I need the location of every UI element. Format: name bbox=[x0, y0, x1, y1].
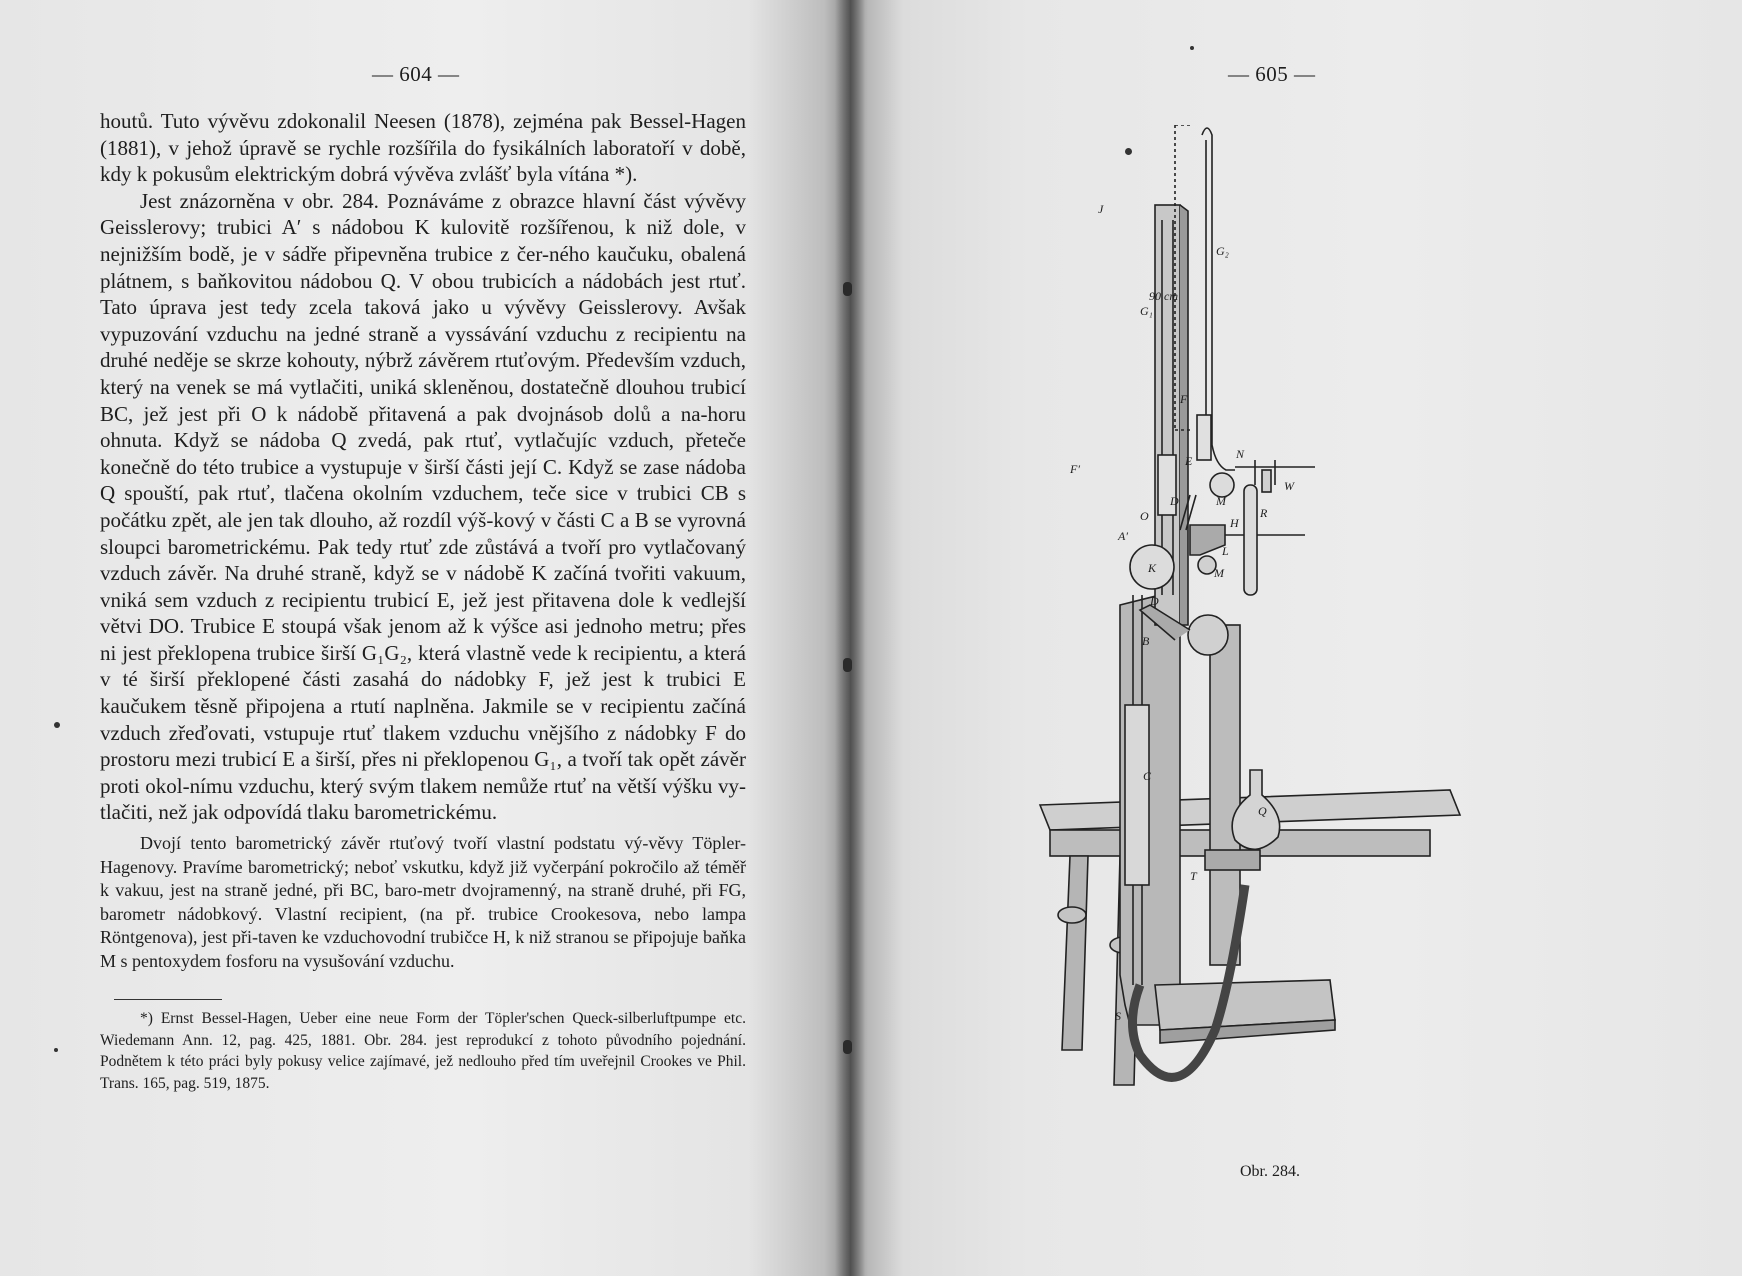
text-column bbox=[100, 108, 746, 1094]
figure-label: M bbox=[1216, 494, 1226, 508]
ink-speck bbox=[54, 1048, 58, 1052]
figure-label: W bbox=[1284, 479, 1294, 493]
left-page bbox=[0, 0, 850, 1276]
figure-label: N bbox=[1236, 447, 1245, 461]
figure-label: M bbox=[1214, 566, 1224, 580]
figure-caption: Obr. 284. bbox=[1240, 1163, 1300, 1180]
figure-label: H bbox=[1230, 516, 1239, 530]
figure-label: F′ bbox=[1070, 462, 1080, 476]
ink-speck bbox=[54, 722, 60, 728]
page-number: — 604 — bbox=[372, 62, 460, 86]
binding-stitch bbox=[843, 282, 852, 296]
figure-label: R bbox=[1260, 506, 1268, 520]
figure-label: D bbox=[1170, 494, 1179, 508]
pump-engraving bbox=[1030, 125, 1530, 1190]
paragraph-small: Dvojí tento barometrický závěr rtuťový tvoří vlastní podstatu vý-věvy Töpler-Hagenovy. Pravíme barometrický; neboť vskutku, když již vyčerpání pokročilo až téměř k vakuu, jest na straně jedné, při BC, baro-metr dvojramenný, na straně druhé, při FG, barometr nádobkový. Vlastní recipient, (na př. trubice Crookesova, nebo lampa Röntgenova), jest při-taven ke vzduchovodní trubičce H, k niž stranou se připojuje baňka M s pentoxydem fosforu na vysušování vzduchu. bbox=[100, 833, 746, 971]
figure-label: O bbox=[1140, 509, 1149, 523]
page-number: — 605 — bbox=[1228, 62, 1316, 86]
figure-label: D bbox=[1150, 594, 1159, 608]
figure-label: L bbox=[1222, 544, 1229, 558]
footnote-rule bbox=[114, 999, 222, 1000]
figure-label: A′ bbox=[1118, 529, 1128, 543]
figure-label: C bbox=[1143, 769, 1152, 783]
figure-label: F bbox=[1180, 392, 1188, 406]
paragraph: Jest znázorněna v obr. 284. Poznáváme z obrazce hlavní část vývěvy Geisslerovy; trubici A′ s nádobou K kulovitě rozšířenou, k niž dole, v nejnižším bodě, je v sádře připevněna trubice z čer-ného kaučuku, obalená plátnem, s baňkovitou nádobou Q. V obou trubicích a nádobách jest rtuť. Tato úprava jest tedy zcela taková jako u vývěvy Geisslerovy. Avšak vypuzování vzduchu na jedné straně a vyssávání vzduchu z recipientu na druhé neděje se skrze kohouty, nýbrž závěrem rtuťovým. Především vzduch, který na venek se má vytlačiti, uniká skleněnou, dostatečně dlouhou trubicí BC, jež jest při O k nádobě přitavená a pak dvojnásob dolů a na-horu ohnuta. Když se nádoba Q zvedá, pak rtuť, vytlačujíc vzduch, přeteče konečně do této trubice a vystupuje v širší části její C. Když se zase nádoba Q spouští, pak rtuť, tlačena okolním vzduchem, teče sice v trubici CB s počátku zpět, ale jen tak dlouho, až rozdíl výš-kový v části C a B se vyrovná sloupci barometrickému. Pak tedy rtuť zde zůstává a tvoří pro vytlačovaný vzduch závěr. Na druhé straně, když se v nádobě K začíná tvořiti vakuum, vniká sem vzduch z recipientu trubicí E, jež jest přitavena dole k vedlejší větvi DO. Trubice E stoupá však jenom až k výšce asi jednoho metru; přes ni jest překlopena trubice širší G₁G₂, která vlastně vede k recipientu, a která v té širší překlopené části zasahá do nádobky F, jež jest k trubici E kaučukem těsně připojena a rtutí naplněna. Jakmile se v recipientu začíná vzduch zřeďovati, vstupuje rtuť tlakem vzduchu vnějšího z nádobky F do prostoru mezi trubicí E a širší, přes ni překlopenou G₁, a tvoří tak opět závěr proti okol-nímu vzduchu, který svým tlakem nemůže rtuť na větší výšku vy-tlačiti, než jak odpovídá tlaku barometrickému. bbox=[100, 188, 746, 825]
binding-stitch bbox=[843, 1040, 852, 1054]
figure-label: 90 cm bbox=[1149, 289, 1178, 303]
book-gutter bbox=[835, 0, 865, 1276]
binding-stitch bbox=[843, 658, 852, 672]
figure-label: E bbox=[1185, 454, 1193, 468]
figure-label: S bbox=[1115, 1009, 1121, 1023]
figure-label: Q bbox=[1258, 804, 1267, 818]
figure-label: K bbox=[1148, 561, 1157, 575]
figure-label: J bbox=[1098, 202, 1104, 216]
figure-label: T bbox=[1190, 869, 1197, 883]
figure-label: G₂ bbox=[1216, 244, 1229, 258]
ink-speck bbox=[1190, 46, 1194, 50]
paragraph: houtů. Tuto vývěvu zdokonalil Neesen (1878), zejména pak Bessel-Hagen (1881), v jehož úpravě se rychle rozšířila do fysikálních laboratoří v době, kdy k pokusům elektrickým dobrá vývěva zvlášť byla vítána *). bbox=[100, 109, 746, 187]
figure-label: G₁ bbox=[1140, 304, 1153, 318]
figure-label: B bbox=[1142, 634, 1150, 648]
footnote: *) Ernst Bessel-Hagen, Ueber eine neue Form der Töpler'schen Queck-silberluftpumpe etc. Wiedemann Ann. 12, pag. 425, 1881. Obr. 284. jest reprodukcí z tohoto původního pojednání. Podnětem k této práci byly pokusy velice zajímavé, jež nedlouho před tím uveřejnil Crookes ve Phil. Trans. 165, pag. 519, 1875. bbox=[100, 1010, 746, 1092]
